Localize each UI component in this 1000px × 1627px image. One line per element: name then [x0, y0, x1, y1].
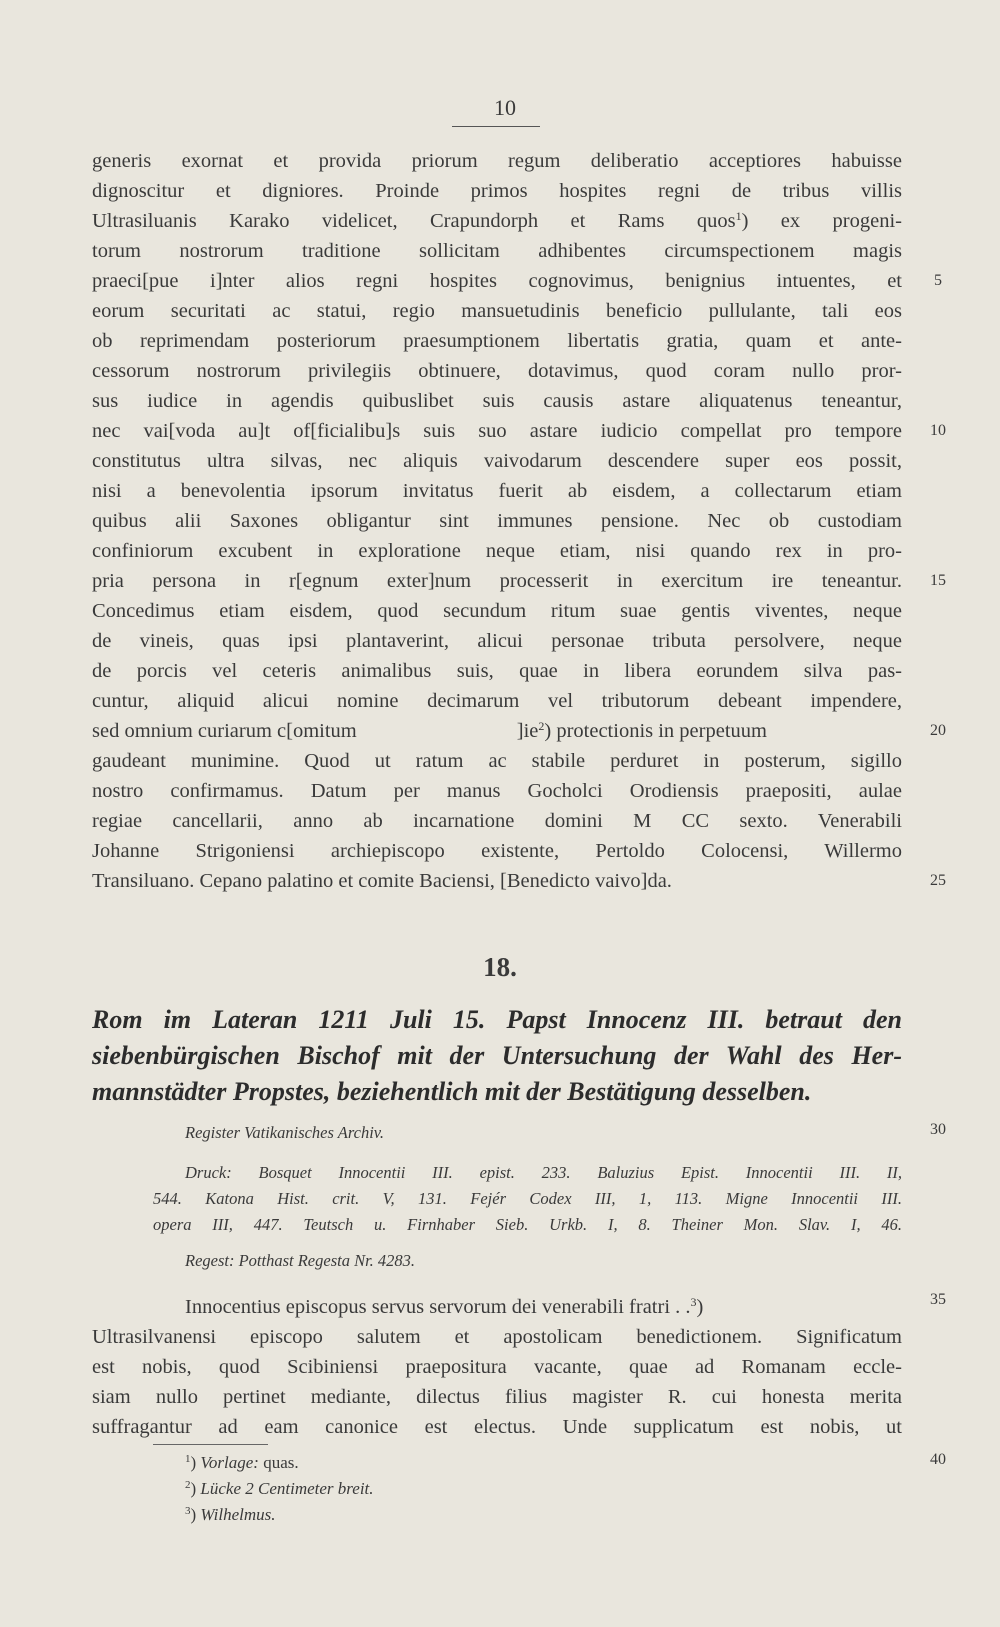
- footnote-mark: 1: [735, 209, 742, 223]
- page-number: 10: [494, 95, 516, 120]
- document-title-line: siebenbürgischen Bischof mit der Untersuchung der Wahl des Her-: [92, 1041, 902, 1070]
- footnote-rule: [153, 1444, 268, 1445]
- page-number-rule: [452, 126, 540, 127]
- footnote: $^2$) Lücke 2 Centimeter breit.: [185, 1479, 374, 1498]
- body-line: pria persona in r[egnum exter]num processerit in exercitum ire teneantur.: [92, 570, 902, 592]
- source-druck-line: opera III, 447. Teutsch u. Firnhaber Sieb. Urkb. I, 8. Theiner Mon. Slav. I, 46.: [153, 1215, 902, 1234]
- body-line: gaudeant munimine. Quod ut ratum ac stabile perduret in posterum, sigillo: [92, 750, 902, 772]
- body-line: sus iudice in agendis quibuslibet suis causis astare aliquatenus teneantur,: [92, 390, 902, 412]
- margin-line-number: 35: [930, 1291, 946, 1308]
- body-line: cessorum nostrorum privilegiis obtinuere, dotavimus, quod coram nullo pror-: [92, 360, 902, 382]
- body-line: nisi a benevolentia ipsorum invitatus fuerit ab eisdem, a collectarum etiam: [92, 480, 902, 502]
- letter-line: Ultrasilvanensi episcopo salutem et apostolicam benedictionem. Significatum: [92, 1326, 902, 1348]
- margin-line-number: 25: [930, 872, 946, 889]
- body-line: sed omnium curiarum c[omitum ]$ie^2$) protectionis in perpetuum: [92, 719, 767, 742]
- body-line: praeci[pue i]nter alios regni hospites cognovimus, benignius intuentes, et: [92, 270, 902, 292]
- footnote-mark: 2: [538, 719, 545, 733]
- letter-line: Innocentius episcopus servus servorum dei venerabili fratri . .$^3$): [185, 1295, 704, 1318]
- source-druck-line: Druck: Bosquet Innocentii III. epist. 233. Baluzius Epist. Innocentii III. II,: [185, 1163, 902, 1182]
- body-line: generis exornat et provida priorum regum deliberatio acceptiores habuisse: [92, 150, 902, 172]
- body-line: dignoscitur et digniores. Proinde primos hospites regni de tribus villis: [92, 180, 902, 202]
- margin-line-number: 40: [930, 1451, 946, 1468]
- margin-line-number: 10: [930, 422, 946, 439]
- body-line: nostro confirmamus. Datum per manus Gocholci Orodiensis praepositi, aulae: [92, 780, 902, 802]
- body-line: cuntur, aliquid alicui nomine decimarum vel tributorum debeant impendere,: [92, 690, 902, 712]
- margin-line-number: 30: [930, 1121, 946, 1138]
- body-line: constitutus ultra silvas, nec aliquis vaivodarum descendere super eos possit,: [92, 450, 902, 472]
- document-title-line: Rom im Lateran 1211 Juli 15. Papst Innocenz III. betraut den: [92, 1005, 902, 1034]
- letter-line: est nobis, quod Scibiniensi praepositura vacante, quae ad Romanam eccle-: [92, 1356, 902, 1378]
- letter-line: siam nullo pertinet mediante, dilectus filius magister R. cui honesta merita: [92, 1386, 902, 1408]
- source-druck-line: 544. Katona Hist. crit. V, 131. Fejér Codex III, 1, 113. Migne Innocentii III.: [153, 1189, 902, 1208]
- margin-line-number: 15: [930, 572, 946, 589]
- document-title-line: mannstädter Propstes, beziehentlich mit der Bestätigung desselben.: [92, 1077, 812, 1106]
- body-line: ob reprimendam posteriorum praesumptionem libertatis gratia, quam et ante-: [92, 330, 902, 352]
- footnote: $^1$) Vorlage: quas.: [185, 1453, 299, 1472]
- body-line: Johanne Strigoniensi archiepiscopo existente, Pertoldo Colocensi, Willermo: [92, 840, 902, 862]
- footnote-mark: 3: [690, 1295, 697, 1309]
- body-line: Transiluano. Cepano palatino et comite Baciensi, [Benedicto vaivo]da.: [92, 870, 672, 892]
- footnote: $^3$) Wilhelmus.: [185, 1505, 276, 1524]
- source-regest: Regest: Potthast Regesta Nr. 4283.: [185, 1251, 416, 1270]
- body-line: Ultrasiluanis Karako videlicet, Crapundorph et Rams quos$^1$) ex progeni-: [92, 209, 902, 232]
- body-line: eorum securitati ac statui, regio mansuetudinis beneficio pullulante, tali eos: [92, 300, 902, 322]
- body-line: de vineis, quas ipsi plantaverint, alicui personae tributa persolvere, neque: [92, 630, 902, 652]
- body-line: Concedimus etiam eisdem, quod secundum ritum suae gentis viventes, neque: [92, 600, 902, 622]
- margin-line-number: 5: [934, 272, 942, 289]
- body-line: de porcis vel ceteris animalibus suis, quae in libera eorundem silva pas-: [92, 660, 902, 682]
- body-line: torum nostrorum traditione sollicitam adhibentes circumspectionem magis: [92, 240, 902, 262]
- body-line: confiniorum excubent in exploratione neque etiam, nisi quando rex in pro-: [92, 540, 902, 562]
- source-register: Register Vatikanisches Archiv.: [185, 1123, 385, 1142]
- body-line: nec vai[voda au]t of[ficialibu]s suis suo astare iudicio compellat pro tempore: [92, 420, 902, 442]
- body-line: quibus alii Saxones obligantur sint immunes pensione. Nec ob custodiam: [92, 510, 902, 532]
- document-number: 18.: [483, 952, 517, 982]
- letter-line: suffragantur ad eam canonice est electus. Unde supplicatum est nobis, ut: [92, 1416, 902, 1438]
- margin-line-number: 20: [930, 722, 946, 739]
- body-line: regiae cancellarii, anno ab incarnatione domini M CC sexto. Venerabili: [92, 810, 902, 832]
